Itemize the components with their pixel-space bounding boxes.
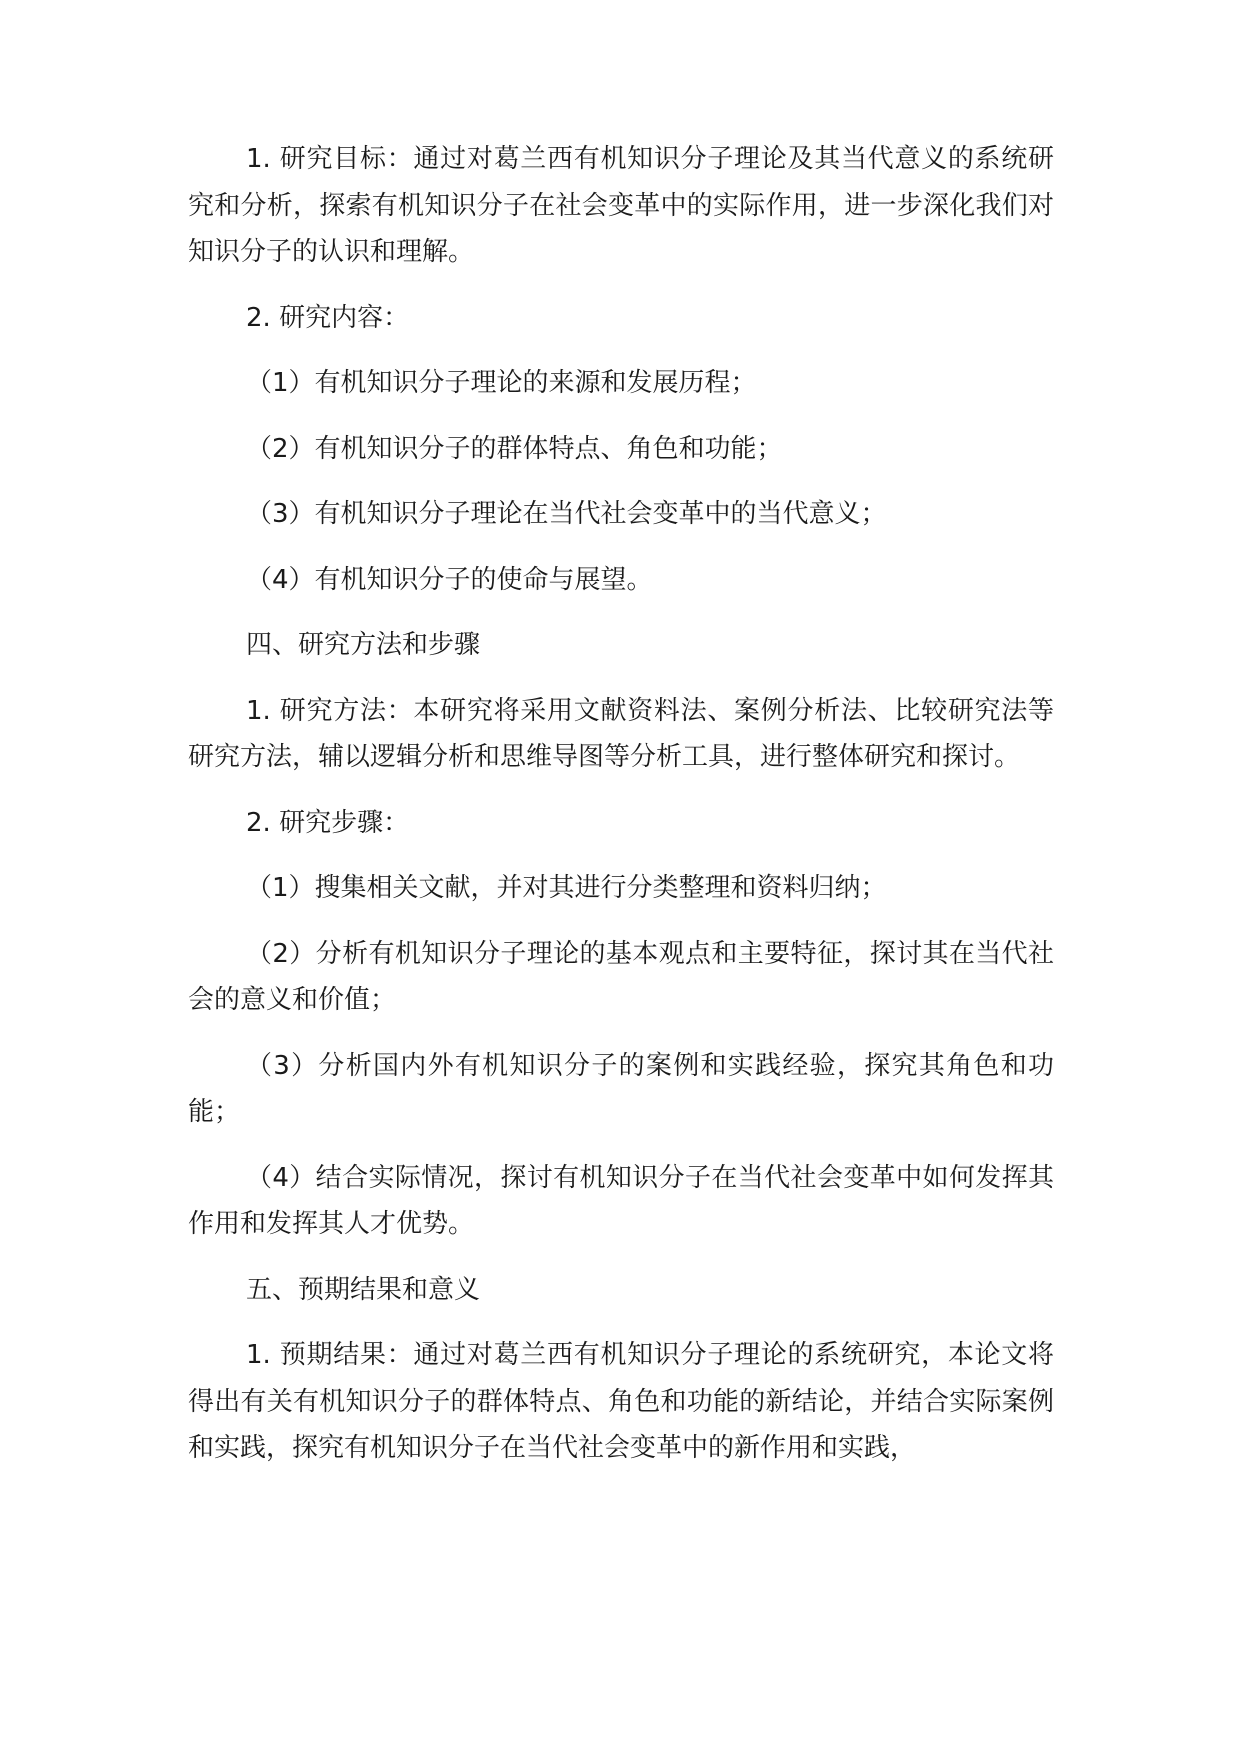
list-item: （4）有机知识分子的使命与展望。 [246,564,653,595]
section-heading-methods: 四、研究方法和步骤 [246,630,481,660]
list-item: （1）有机知识分子理论的来源和发展历程； [246,368,757,398]
document-body [188,136,1054,1491]
list-item: （2）有机知识分子的群体特点、角色和功能； [246,433,783,464]
section-heading-expected-results: 五、预期结果和意义 [246,1274,481,1305]
list-item: （4）结合实际情况，探讨有机知识分子在当代社会变革中如何发挥其作用和发挥其人才优势。 [188,1162,1054,1239]
paragraph-research-content-heading: 2. 研究内容： [246,302,410,333]
list-item: （1）搜集相关文献，并对其进行分类整理和资料归纳； [246,873,887,903]
paragraph-research-steps-heading: 2. 研究步骤： [246,807,410,838]
paragraph-research-method: 1. 研究方法：本研究将采用文献资料法、案例分析法、比较研究法等研究方法，辅以逻辑分析和思维导图等分析工具，进行整体研究和探讨。 [188,695,1054,772]
list-item: （2）分析有机知识分子理论的基本观点和主要特征，探讨其在当代社会的意义和价值； [188,938,1054,1015]
list-item: （3）有机知识分子理论在当代社会变革中的当代意义； [246,499,887,529]
list-item: （3）分析国内外有机知识分子的案例和实践经验，探究其角色和功能； [188,1050,1054,1127]
paragraph-research-goal: 1. 研究目标：通过对葛兰西有机知识分子理论及其当代意义的系统研究和分析，探索有机知识分子在社会变革中的实际作用，进一步深化我们对知识分子的认识和理解。 [188,144,1054,267]
paragraph-expected-results: 1. 预期结果：通过对葛兰西有机知识分子理论的系统研究，本论文将得出有关有机知识分子的群体特点、角色和功能的新结论，并结合实际案例和实践，探究有机知识分子在当代社会变革中的新作用和实践， [188,1340,1054,1463]
